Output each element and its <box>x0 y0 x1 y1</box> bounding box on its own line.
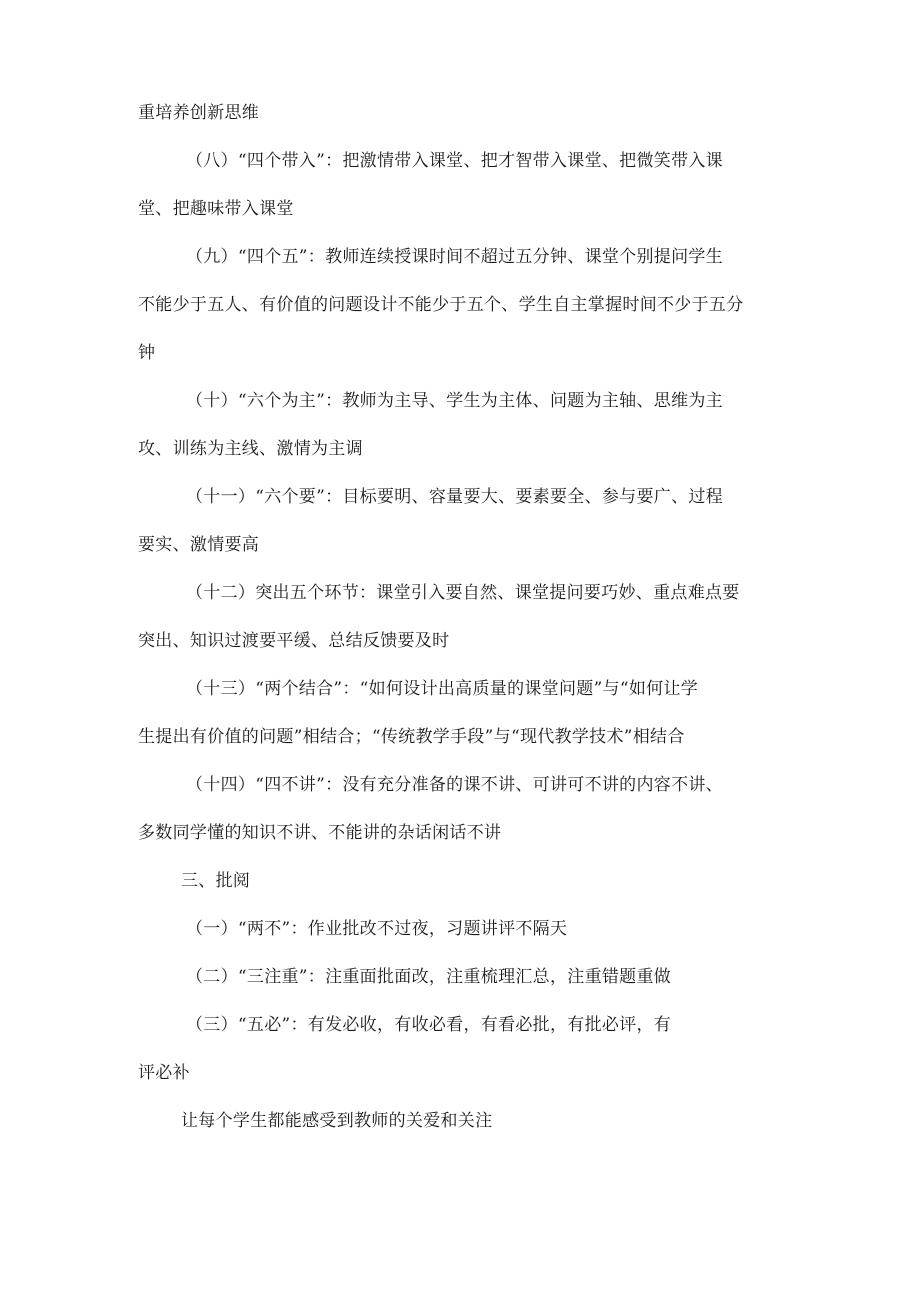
text-line: （一）“两不”：作业批改不过夜，习题讲评不隔天 <box>186 919 568 939</box>
text-line: 生提出有价值的问题”相结合；“传统教学手段”与“现代教学技术”相结合 <box>138 727 685 747</box>
text-line: （二）“三注重”：注重面批面改，注重梳理汇总，注重错题重做 <box>186 967 672 987</box>
text-line: （十四）“四不讲”：没有充分准备的课不讲、可讲可不讲的内容不讲、 <box>186 775 723 795</box>
text-line: 多数同学懂的知识不讲、不能讲的杂话闲话不讲 <box>138 823 502 843</box>
text-line: 堂、把趣味带入课堂 <box>138 199 294 219</box>
section-heading: 三、批阅 <box>181 871 251 891</box>
text-line: 重培养创新思维 <box>138 103 260 123</box>
text-line: （十一）“六个要”：目标要明、容量要大、要素要全、参与要广、过程 <box>186 487 723 507</box>
text-line: （九）“四个五”：教师连续授课时间不超过五分钟、课堂个别提问学生 <box>186 247 723 267</box>
text-line: 要实、激情要高 <box>138 535 260 555</box>
text-line: 钟 <box>138 343 156 363</box>
text-line: 不能少于五人、有价值的问题设计不能少于五个、学生自主掌握时间不少于五分 <box>138 295 744 315</box>
text-line: （八）“四个带入”：把激情带入课堂、把才智带入课堂、把微笑带入课 <box>186 151 723 171</box>
text-line: （十二）突出五个环节：课堂引入要自然、课堂提问要巧妙、重点难点要 <box>186 583 740 603</box>
text-line: 突出、知识过渡要平缓、总结反馈要及时 <box>138 631 450 651</box>
text-line: （十）“六个为主”：教师为主导、学生为主体、问题为主轴、思维为主 <box>186 391 723 411</box>
text-line: 评必补 <box>138 1063 190 1083</box>
text-line: （三）“五必”：有发必收，有收必看，有看必批，有批必评，有 <box>186 1015 672 1035</box>
text-line: 攻、训练为主线、激情为主调 <box>138 439 363 459</box>
text-line: （十三）“两个结合”：“如何设计出高质量的课堂问题”与“如何让学 <box>186 679 699 699</box>
text-line: 让每个学生都能感受到教师的关爱和关注 <box>181 1111 493 1131</box>
